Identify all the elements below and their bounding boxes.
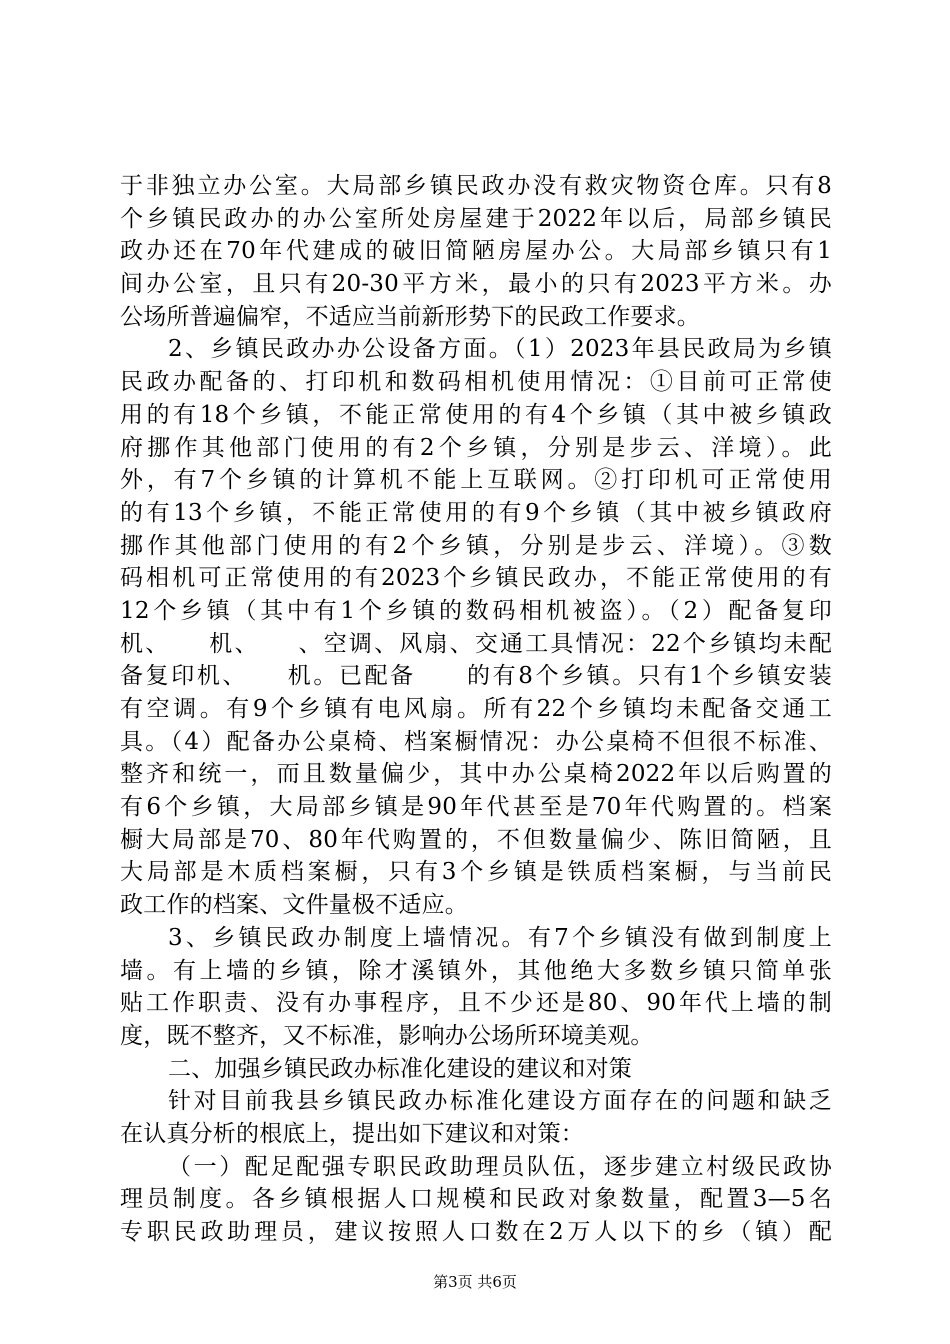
text-line: 于非独立办公室。大局部乡镇民政办没有救灾物资仓库。只有8 [120,173,832,199]
text-line: 度，既不整齐，又不标准，影响办公场所环境美观。 [120,1022,654,1049]
text-line: 间办公室，且只有20-30平方米，最小的只有2023平方米。办 [120,271,832,298]
text-line: 挪作其他部门使用的有2个乡镇，分别是步云、洋境）。③数 [120,532,832,559]
text-line: 政工作的档案、文件量极不适应。 [120,892,468,919]
text-line: 个乡镇民政办的办公室所处房屋建于2022年以后，局部乡镇民 [120,205,832,232]
text-line: 民政办配备的、打印机和数码相机使用情况：①目前可正常使 [120,369,832,396]
text-line: 橱大局部是70、80年代购置的，不但数量偏少、陈旧简陋，且 [120,826,832,853]
paragraph-start-line: 3、乡镇民政办制度上墙情况。有7个乡镇没有做到制度上 [168,924,832,951]
text-line: 有空调。有9个乡镇有电风扇。所有22个乡镇均未配备交通工 [120,696,832,722]
text-line: 政办还在70年代建成的破旧简陋房屋办公。大局部乡镇只有1 [120,238,832,265]
text-line: 备复印机、 机。已配备 的有8个乡镇。只有1个乡镇安装 [120,663,832,690]
paragraph-start-line: 2、乡镇民政办办公设备方面。（1）2023年县民政局为乡镇 [168,336,832,363]
text-line: 用的有18个乡镇，不能正常使用的有4个乡镇（其中被乡镇政 [120,401,832,428]
text-line: 专职民政助理员，建议按照人口数在2万人以下的乡（镇）配 [120,1219,832,1245]
text-line: 12个乡镇（其中有1个乡镇的数码相机被盗）。（2）配备复印 [120,597,832,624]
text-line: 大局部是木质档案橱，只有3个乡镇是铁质档案橱，与当前民 [120,859,832,886]
text-line: 理员制度。各乡镇根据人口规模和民政对象数量，配置3—5名 [120,1186,832,1213]
section-heading: 二、加强乡镇民政办标准化建设的建议和对策 [168,1055,632,1082]
text-line: 府挪作其他部门使用的有2个乡镇，分别是步云、洋境）。此 [120,434,832,461]
text-line: 墙。有上墙的乡镇，除才溪镇外，其他绝大多数乡镇只简单张 [120,957,832,984]
page-number-footer: 第3页 共6页 [433,1273,517,1291]
text-line: 的有13个乡镇，不能正常使用的有9个乡镇（其中被乡镇政府 [120,499,832,526]
text-line: 贴工作职责、没有办事程序，且不少还是80、90年代上墙的制 [120,990,832,1017]
body-text [120,170,832,1249]
text-line: 在认真分析的根底上，提出如下建议和对策： [120,1120,584,1147]
text-line: 整齐和统一，而且数量偏少，其中办公桌椅2022年以后购置的 [120,761,832,788]
text-line: 具。（4）配备办公桌椅、档案橱情况：办公桌椅不但很不标准、 [120,728,832,755]
paragraph-start-line: 针对目前我县乡镇民政办标准化建设方面存在的问题和缺乏 [168,1088,832,1115]
text-line: 码相机可正常使用的有2023个乡镇民政办，不能正常使用的有 [120,565,832,592]
text-line: 机、 机、 、空调、风扇、交通工具情况：22个乡镇均未配 [120,630,832,657]
text-line: 外，有7个乡镇的计算机不能上互联网。②打印机可正常使用 [120,467,832,494]
text-line: 公场所普遍偏窄，不适应当前新形势下的民政工作要求。 [120,303,700,330]
paragraph-start-line: （一）配足配强专职民政助理员队伍，逐步建立村级民政协 [168,1153,832,1180]
text-line: 有6个乡镇，大局部乡镇是90年代甚至是70年代购置的。档案 [120,794,832,821]
